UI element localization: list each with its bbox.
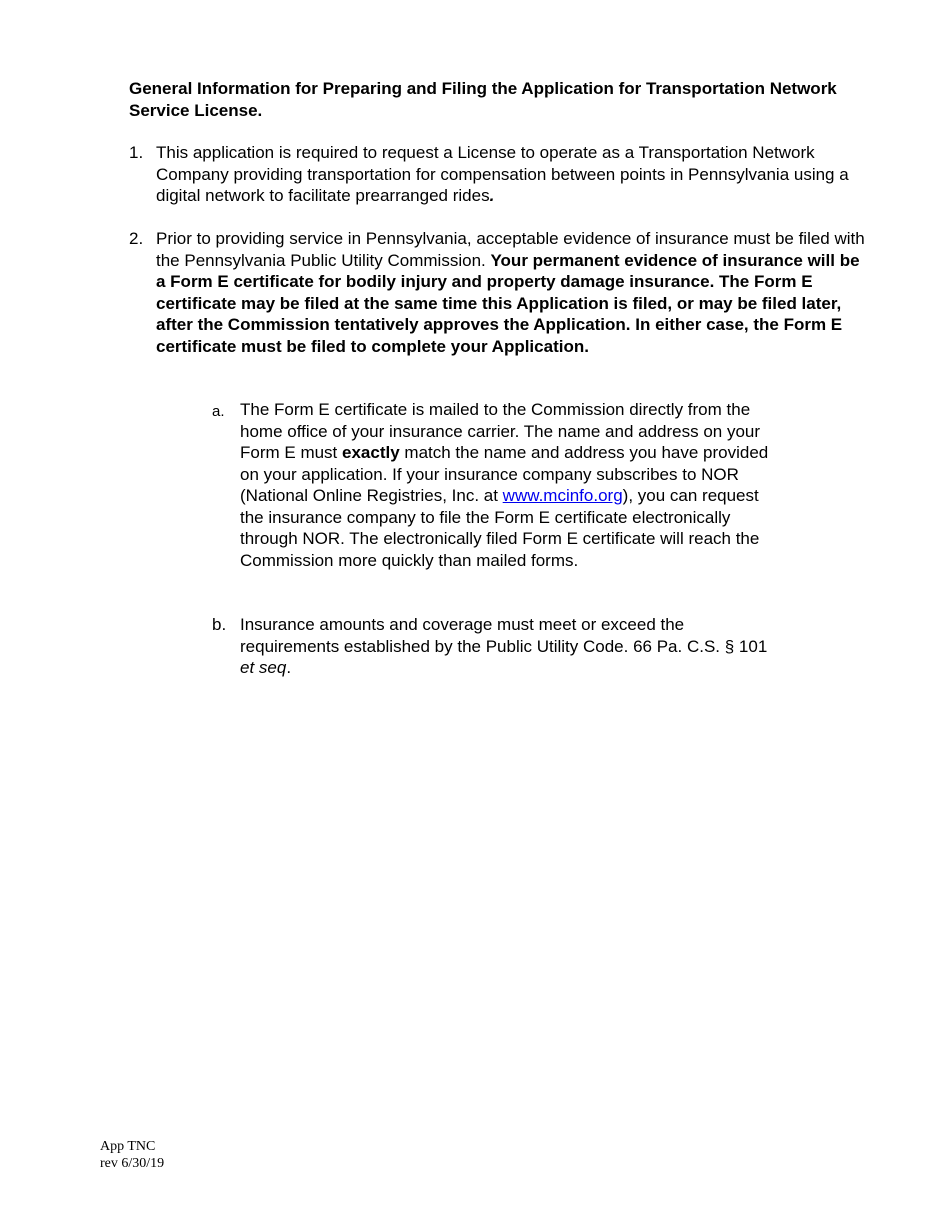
sub-b-italic: et seq (240, 658, 287, 677)
sub-b-text-1: Insurance amounts and coverage must meet or exceed the requirements established by the Public Utility Code. 66 Pa. C.S. § 101 (240, 615, 768, 656)
footer-revision: rev 6/30/19 (100, 1156, 165, 1171)
page-title: General Information for Preparing and Filing the Application for Transportation Network Service License. (129, 79, 837, 120)
list-item-text (156, 228, 866, 357)
sublist-item-text (240, 614, 785, 679)
mcinfo-link[interactable]: www.mcinfo.org (502, 486, 623, 505)
sublist-letter: a. (212, 403, 225, 420)
page-footer (100, 1138, 164, 1172)
footer-form-name: App TNC (100, 1139, 156, 1154)
list-number: 1. (129, 143, 144, 162)
sublist-item-text (240, 399, 785, 571)
sub-a-text-3: ), you can request the insurance company to file the Form E certificate electronically through NOR. The electronically filed Form E certificate will reach the Commission more quickly than mailed forms. (240, 486, 760, 570)
item-1-text: This application is required to request a License to operate as a Transportation Network Company providing transportation for compensation between points in Pennsylvania using a digital network to facilitate prearranged rides (156, 143, 849, 205)
item-1-end-period: . (489, 186, 495, 205)
item-2-text: Prior to providing service in Pennsylvania, acceptable evidence of insurance must be filed with the Pennsylvania Public Utility Commission. (156, 229, 865, 270)
sub-a-text-1: The Form E certificate is mailed to the Commission directly from the home office of your insurance carrier. The name and address on your Form E must (240, 400, 761, 462)
sub-b-text-2: . (286, 658, 292, 677)
list-number: 2. (129, 229, 144, 248)
sub-a-text-2: match the name and address you have provided on your application. If your insurance company subscribes to NOR (National Online Registries, Inc. at (240, 443, 769, 505)
item-2-bold-text: Your permanent evidence of insurance will be a Form E certificate for bodily injury and property damage insurance. The Form E certificate may be filed at the same time this Application is filed, or may be filed later, after the Commission tentatively approves the Application. In either case, the Form E certificate must be filed to complete your Application. (156, 250, 860, 356)
sublist-letter: b. (212, 615, 227, 634)
list-item-text (156, 142, 856, 207)
sub-a-bold: exactly (342, 443, 400, 462)
